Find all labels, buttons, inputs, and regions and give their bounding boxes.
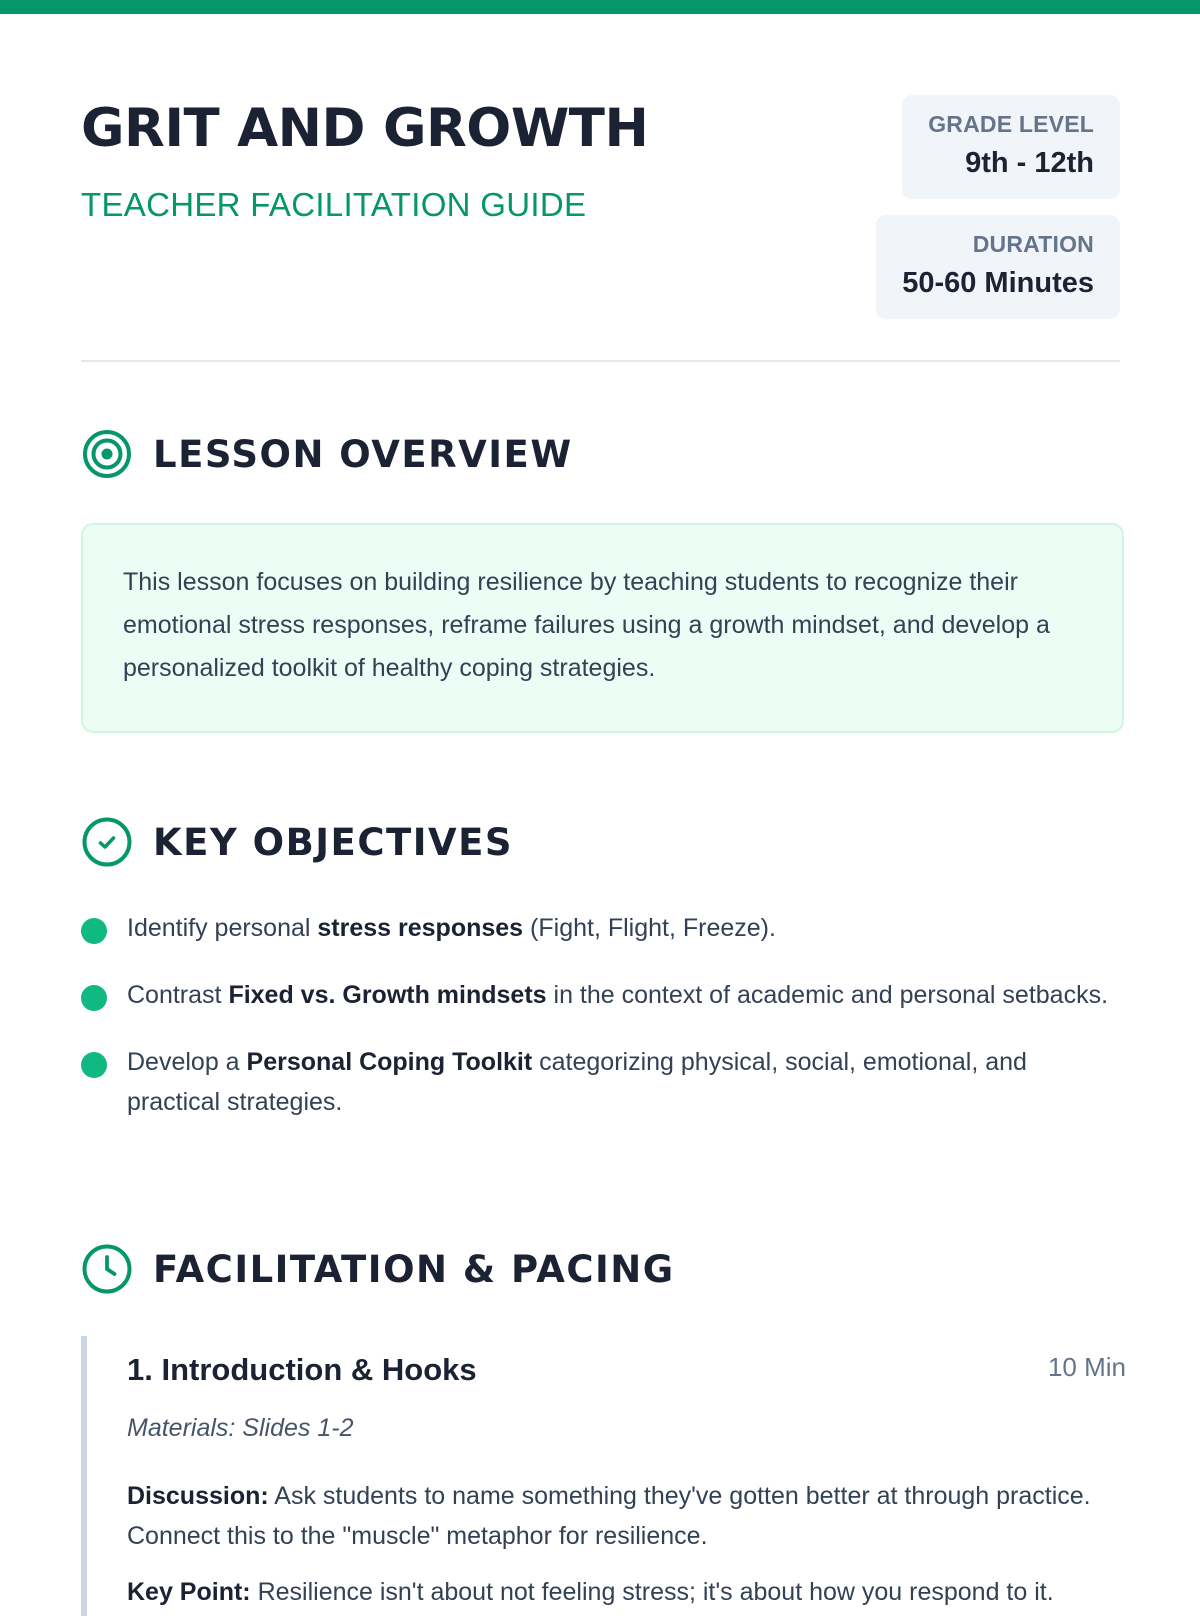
key-point-label: Key Point: xyxy=(127,1578,251,1606)
objective-bold-text: Personal Coping Toolkit xyxy=(246,1048,533,1076)
objective-text: in the context of academic and personal setbacks. xyxy=(546,981,1109,1009)
objective-text: categorizing physical, social, emotional, and practical strategies. xyxy=(127,1048,1027,1116)
bullet-dot xyxy=(81,1052,107,1078)
objective-text: Develop a xyxy=(127,1048,247,1076)
grade-level-value: 9th - 12th xyxy=(965,147,1094,179)
lesson-overview-box xyxy=(81,523,1124,733)
duration-value: 50-60 Minutes xyxy=(902,267,1094,299)
objective-item xyxy=(81,1042,1120,1122)
lesson-overview-heading xyxy=(81,428,573,480)
bullet-dot xyxy=(81,985,107,1011)
key-objectives-title: KEY OBJECTIVES xyxy=(153,820,514,864)
key-point-text: Resilience isn't about not feeling stress; it's about how you respond to it. xyxy=(250,1578,1054,1606)
duration-badge xyxy=(876,215,1120,319)
discussion-text: Ask students to name something they've gotten better at through practice. Connect this to the "muscle" metaphor for resilience. xyxy=(127,1482,1091,1550)
phase-materials: Materials: Slides 1-2 xyxy=(127,1414,354,1442)
key-objectives-heading xyxy=(81,816,513,868)
facilitation-heading xyxy=(81,1243,675,1295)
duration-label: DURATION xyxy=(972,231,1094,257)
objective-bold-text: stress responses xyxy=(317,914,524,942)
pacing-phase-card xyxy=(81,1336,1126,1616)
clock-icon xyxy=(81,1243,133,1295)
top-accent-bar xyxy=(0,0,1200,14)
objectives-list xyxy=(81,908,1120,1149)
grade-level-label: GRADE LEVEL xyxy=(928,111,1094,137)
phase-duration: 10 Min xyxy=(1047,1352,1126,1382)
header-divider xyxy=(81,360,1120,362)
objective-text: Contrast xyxy=(127,981,229,1009)
objective-bold-text: Fixed vs. Growth mindsets xyxy=(228,981,547,1009)
bullet-dot xyxy=(81,918,107,944)
objective-item xyxy=(81,975,1120,1015)
objective-text: (Fight, Flight, Freeze). xyxy=(523,914,776,942)
objective-item xyxy=(81,908,1120,948)
objective-text: Identify personal xyxy=(127,914,318,942)
lesson-overview-text: This lesson focuses on building resilience by teaching students to recognize their emotional stress responses, reframe failures using a growth mindset, and develop a personalized toolkit of healthy coping strategies. xyxy=(123,568,1050,682)
check-circle-icon xyxy=(81,816,133,868)
lesson-overview-title: LESSON OVERVIEW xyxy=(153,432,573,476)
phase-title: 1. Introduction & Hooks xyxy=(127,1352,477,1387)
grade-level-badge xyxy=(902,95,1120,199)
phase-key-point xyxy=(127,1572,1107,1612)
page-title: GRIT AND GROWTH xyxy=(81,98,649,159)
target-icon xyxy=(81,428,133,480)
page-subtitle: TEACHER FACILITATION GUIDE xyxy=(81,186,587,223)
facilitation-title: FACILITATION & PACING xyxy=(153,1247,675,1291)
discussion-label: Discussion: xyxy=(127,1482,269,1510)
phase-discussion xyxy=(127,1476,1107,1556)
